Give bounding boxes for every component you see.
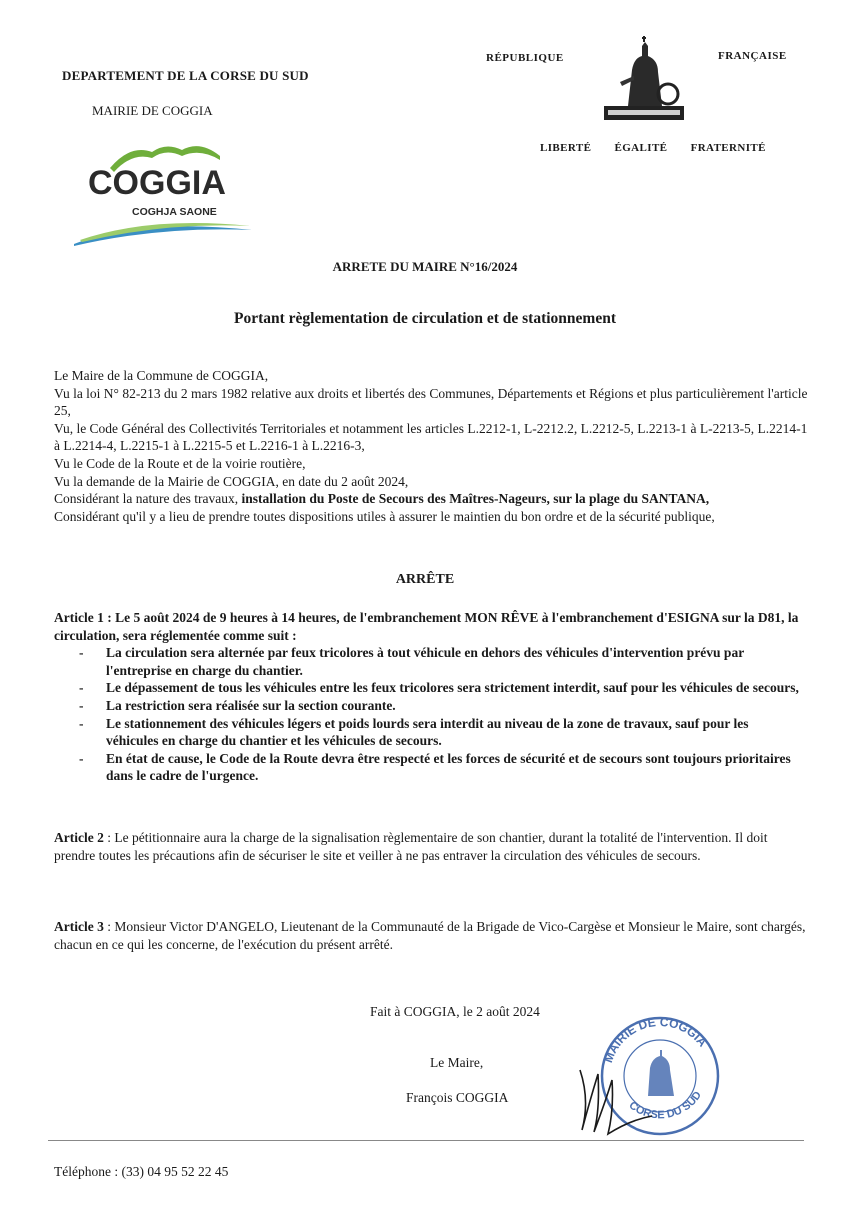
- arrete-heading: ARRÊTE: [395, 572, 455, 587]
- article-1-list: [54, 644, 804, 785]
- list-item: - La circulation sera alternée par feux tricolores à tout véhicule en dehors des véhicules d'intervention prévu par l'entreprise en charge du chantier.: [79, 645, 744, 678]
- republique-label: RÉPUBLIQUE: [486, 52, 564, 64]
- arrete-number: ARRETE DU MAIRE N°16/2024: [332, 259, 518, 274]
- department-name: DEPARTEMENT DE LA CORSE DU SUD: [62, 68, 309, 83]
- logo-name: COGGIA: [88, 164, 226, 202]
- motto-fraternite: FRATERNITÉ: [690, 142, 766, 154]
- considerant-line: Considérant qu'il y a lieu de prendre toutes dispositions utiles à assurer le maintien du bon ordre et de la sécurité publique,: [54, 508, 715, 524]
- emblem-base-band: [608, 110, 680, 115]
- article-3-text: : Monsieur Victor D'ANGELO, Lieutenant de la Communauté de la Brigade de Vico-Cargèse et Monsieur le Maire, sont chargés, chacun en ce qui les concerne, de l'exécution du présent arrêté.: [54, 919, 806, 952]
- stamp-top-text: MAIRIE DE COGGIA: [601, 1014, 710, 1065]
- list-item: - Le stationnement des véhicules légers et poids lourds sera interdit au niveau de la zone de travaux, sauf pour les véhicules en charge du chantier et les véhicules de secours.: [79, 715, 749, 749]
- footer-divider: [48, 1140, 804, 1141]
- signatory-role: Le Maire,: [430, 1055, 484, 1070]
- considerant-post: ,: [705, 491, 710, 507]
- considerant-line: Vu le Code de la Route et de la voirie routière,: [54, 455, 306, 471]
- considerant-line: Vu, le Code Général des Collectivités Territoriales et notamment les articles L.2212-1, L-2212.2, L.2212-5, L.2213-1 à L-2213-5, L.2214-1 à L.2214-4, L.2215-1 à L.2215-5 et L.2216-1 à L.2216-3,: [54, 420, 808, 454]
- considerant-line: [54, 490, 809, 508]
- list-item: - La restriction sera réalisée sur la section courante.: [79, 697, 396, 713]
- emblem-wheel: [658, 84, 678, 104]
- arrete-subject: Portant règlementation de circulation et de stationnement: [234, 310, 616, 327]
- francaise-label: FRANÇAISE: [718, 50, 787, 62]
- considerant-bold: installation du Poste de Secours des Maîtres-Nageurs, sur la plage du SANTANA: [241, 491, 706, 507]
- emblem-torch: [642, 36, 646, 42]
- motto-egalite: ÉGALITÉ: [614, 142, 668, 154]
- signatory-name: François COGGIA: [406, 1090, 509, 1105]
- stamp-bottom-text: CORSE DU SUD: [626, 1089, 705, 1122]
- article-2-text: : Le pétitionnaire aura la charge de la signalisation règlementaire de son chantier, durant la totalité de l'intervention. Il doit prendre toutes les précautions afin de sécuriser le site et veiller à ne pas entraver la circulation des véhicules de secours.: [54, 830, 768, 863]
- considerants-block: [54, 367, 809, 525]
- mairie-name: MAIRIE DE COGGIA: [92, 103, 213, 118]
- list-item: - Le dépassement de tous les véhicules entre les feux tricolores sera strictement interdit, sauf pour les véhicules de secours,: [79, 680, 799, 696]
- considerant-pre: Considérant la nature des travaux,: [54, 491, 242, 507]
- article-3: [54, 918, 814, 953]
- article-3-label: Article 3: [54, 919, 104, 934]
- considerant-line: Vu la demande de la Mairie de COGGIA, en date du 2 août 2024,: [54, 473, 409, 489]
- coggia-logo: [70, 138, 255, 250]
- marianne-emblem: [598, 36, 690, 128]
- article-1: [54, 609, 804, 785]
- footer-phone: Téléphone : (33) 04 95 52 22 45: [54, 1164, 229, 1179]
- motto-liberte: LIBERTÉ: [540, 142, 592, 154]
- place-date: Fait à COGGIA, le 2 août 2024: [370, 1004, 540, 1019]
- mayor-signature: [560, 1060, 660, 1140]
- considerant-line: Le Maire de la Commune de COGGIA,: [54, 368, 269, 383]
- republic-motto: [540, 142, 786, 154]
- list-item: - En état de cause, le Code de la Route devra être respecté et les forces de sécurité et de secours sont toujours prioritaires dans le cadre de l'urgence.: [79, 750, 791, 784]
- article-1-intro: Article 1 : Le 5 août 2024 de 9 heures à 14 heures, de l'embranchement MON RÊVE à l'embranchement d'ESIGNA sur la D81, la circulation, sera réglementée comme suit :: [54, 610, 799, 643]
- considerant-line: Vu la loi N° 82-213 du 2 mars 1982 relative aux droits et libertés des Communes, Départements et Régions et plus particulièrement l'article 25,: [54, 385, 808, 419]
- article-2: [54, 829, 809, 864]
- article-2-label: Article 2: [54, 830, 104, 845]
- logo-subtitle: COGHJA SAONE: [132, 206, 217, 218]
